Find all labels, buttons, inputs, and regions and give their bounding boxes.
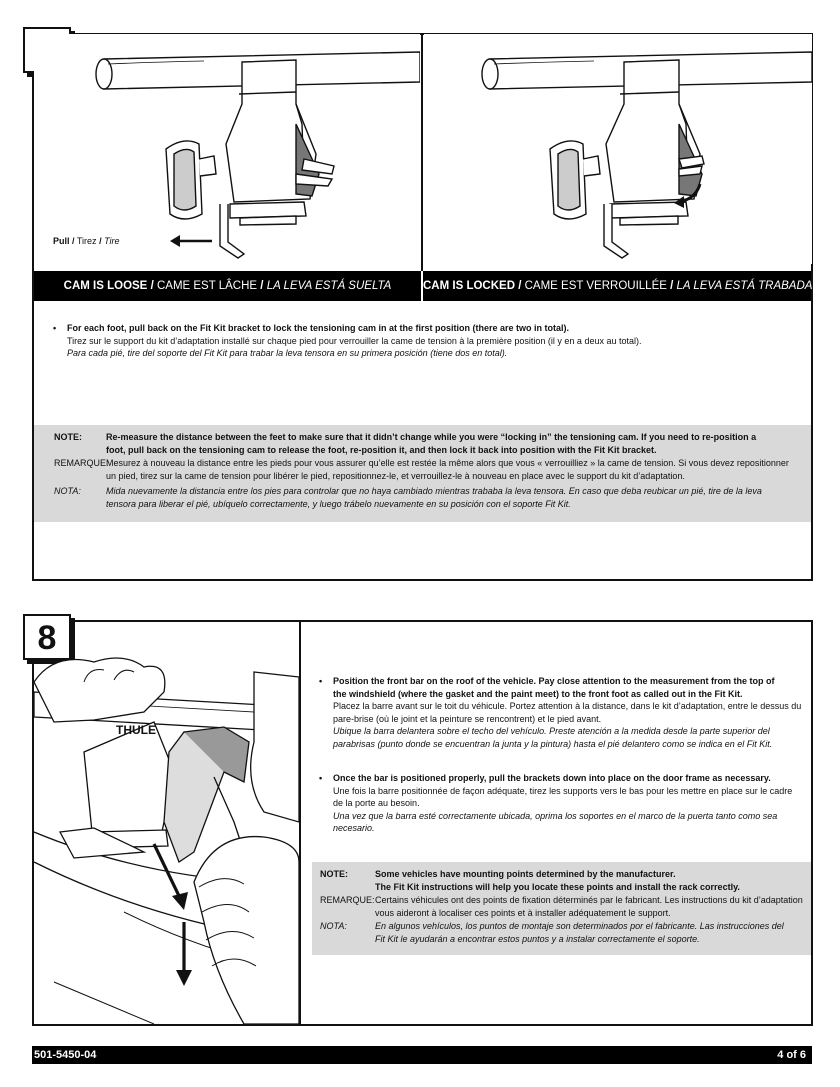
note-label-es: NOTA: [54,486,81,496]
step-7-instruction-es: Para cada pié, tire del soporte del Fit Kit para trabar la leva tensora en su primera posición (tiene dos en total). [67,348,508,358]
separator: / [72,236,75,246]
note-es-line: Fit Kit le ayudarán a encontrar estos puntos y a instalar correctamente el soporte. [375,933,700,944]
instruction-2-en-line: Once the bar is positioned properly, pull the brackets down into place on the door frame as necessary. [333,773,771,783]
note-en-line: Some vehicles have mounting points determined by the manufacturer. [375,869,676,879]
pull-label-en: Pull [53,236,70,246]
cam-locked-caption-es: LA LEVA ESTÁ TRABADA [676,280,813,292]
note-label-es: NOTA: [320,921,347,931]
instruction-1-fr-line: Placez la barre avant sur le toit du véhicule. Portez attention à la distance, dans le kit d’adaptation, entre le dessus du [333,701,802,711]
pull-arrow-icon [168,234,214,248]
cam-loose-caption-en: CAM IS LOOSE [63,280,148,292]
instruction-1-en-line: Position the front bar on the roof of the vehicle. Pay close attention to the measurement from the top of [333,676,775,686]
cam-loose-caption-fr: CAME EST LÂCHE [156,280,258,292]
push-down-arrow-icon [176,922,192,986]
separator: / [518,280,522,292]
instruction-2-es-line: necesario. [333,823,375,833]
part-number: 501-5450-04 [34,1049,97,1061]
separator: / [670,280,674,292]
cam-locked-caption [423,271,811,301]
instruction-1-es-line: Ubique la barra delantera sobre el techo del vehículo. Preste atención a la medida desde la parte superior del [333,726,770,736]
cam-locked-caption-en: CAM IS LOCKED [423,280,515,292]
thule-brand: THULE [116,723,156,737]
step-7-panel-divider [421,35,423,271]
pull-label [53,236,120,246]
note-label-en: NOTE: [54,432,82,442]
step-7-instruction-en: For each foot, pull back on the Fit Kit bracket to lock the tensioning cam in at the first position (there are two in total). [67,323,570,333]
note-fr-line: Certains véhicules ont des points de fixation déterminés par le fabricant. Les instructions du kit d’adaptation [375,895,803,905]
step-7-instruction [53,322,787,360]
note-label-en: NOTE: [320,869,348,879]
instruction-1-es-line: parabrisas (punto donde se encuentran la junta y la pintura) hasta el pié delantero como se indica en el Fit Kit. [333,738,773,749]
note-label-fr: REMARQUE: [54,458,109,468]
note-label-fr: REMARQUE: [320,895,375,905]
cam-locked-caption-fr: CAME EST VERROUILLÉE [524,280,667,292]
instruction-1-en-line: the windshield (where the gasket and the paint meet) to the front foot as called out in the Fit Kit. [333,688,743,699]
note-en-line: The Fit Kit instructions will help you locate these points and install the rack correctly. [375,881,740,892]
instruction-2-fr-line: de la porte au besoin. [333,798,420,808]
instruction-2-fr-line: Une fois la barre positionnée de façon adéquate, tirez les supports vers le bas pour les mettre en place sur le cadre [333,785,793,796]
separator: / [150,280,154,292]
separator: / [99,236,102,246]
step-8-note-box [312,862,811,955]
bullet-icon: • [53,323,57,333]
page-number: 4 of 6 [777,1049,806,1061]
step-7-instruction-fr: Tirez sur le support du kit d’adaptation installé sur chaque pied pour verrouiller la came de tension à la première position (il y en a deux au total). [67,335,642,346]
step-8-illustration [34,622,299,1024]
cam-loose-caption-es: LA LEVA ESTÁ SUELTA [266,280,392,292]
cam-loose-illustration [34,34,420,264]
note-en-line: foot, pull back on the tensioning cam to release the foot, re-position it, and then lock it back into position with the Fit Kit bracket. [106,444,657,455]
step-8-divider [299,622,301,1024]
note-fr-line: un pied, tirez sur la came de tension pour libérer le pied, repositionnez-le, et verrouillez-le à nouveau en place avec le support du kit d’adaptation. [106,470,685,481]
instruction-2-es-line: Una vez que la barra esté correctamente ubicada, oprima los soportes en el marco de la puerta tanto como sea [333,810,778,821]
cam-loose-caption [34,271,421,301]
note-en-line: Re-measure the distance between the feet to make sure that it didn’t change while you were “locking in” the tensioning cam. If you need to re-position a [106,432,757,442]
note-fr-line: Mesurez à nouveau la distance entre les pieds pour vous assurer qu’elle est restée la même alors que vous « verrouilliez » la came de tension. Si vous devez repositionner [106,458,789,468]
note-es-line: En algunos vehículos, los puntos de montaje son determinados por el fabricante. Las instrucciones del [375,921,784,931]
pull-label-es: Tire [104,236,120,246]
step-8-instruction-2 [319,772,803,835]
note-es-line: Mida nuevamente la distancia entre los pies para controlar que no haya cambiado mientras trababa la leva tensora. En caso que deba reubicar un pié, tire de la leva [106,486,762,496]
page-footer [32,1046,812,1064]
step-7-note-box [34,425,811,522]
step-8-number: 8 [23,614,71,660]
note-fr-line: vous aideront à localiser ces points et à installer adéquatement le support. [375,907,671,918]
bullet-icon: • [319,773,323,783]
cam-locked-illustration [424,34,812,264]
note-es-line: tensora para liberar el pié, ubíquelo correctamente, y luego trábelo nuevamente en su posición con el soporte Fit Kit. [106,498,571,509]
pull-label-fr: Tirez [76,236,97,246]
step-8-instruction-1 [319,675,803,750]
bullet-icon: • [319,676,323,686]
instruction-1-fr-line: pare-brise (où le joint et la peinture se rencontrent) et le pied avant. [333,713,602,724]
separator: / [260,280,264,292]
